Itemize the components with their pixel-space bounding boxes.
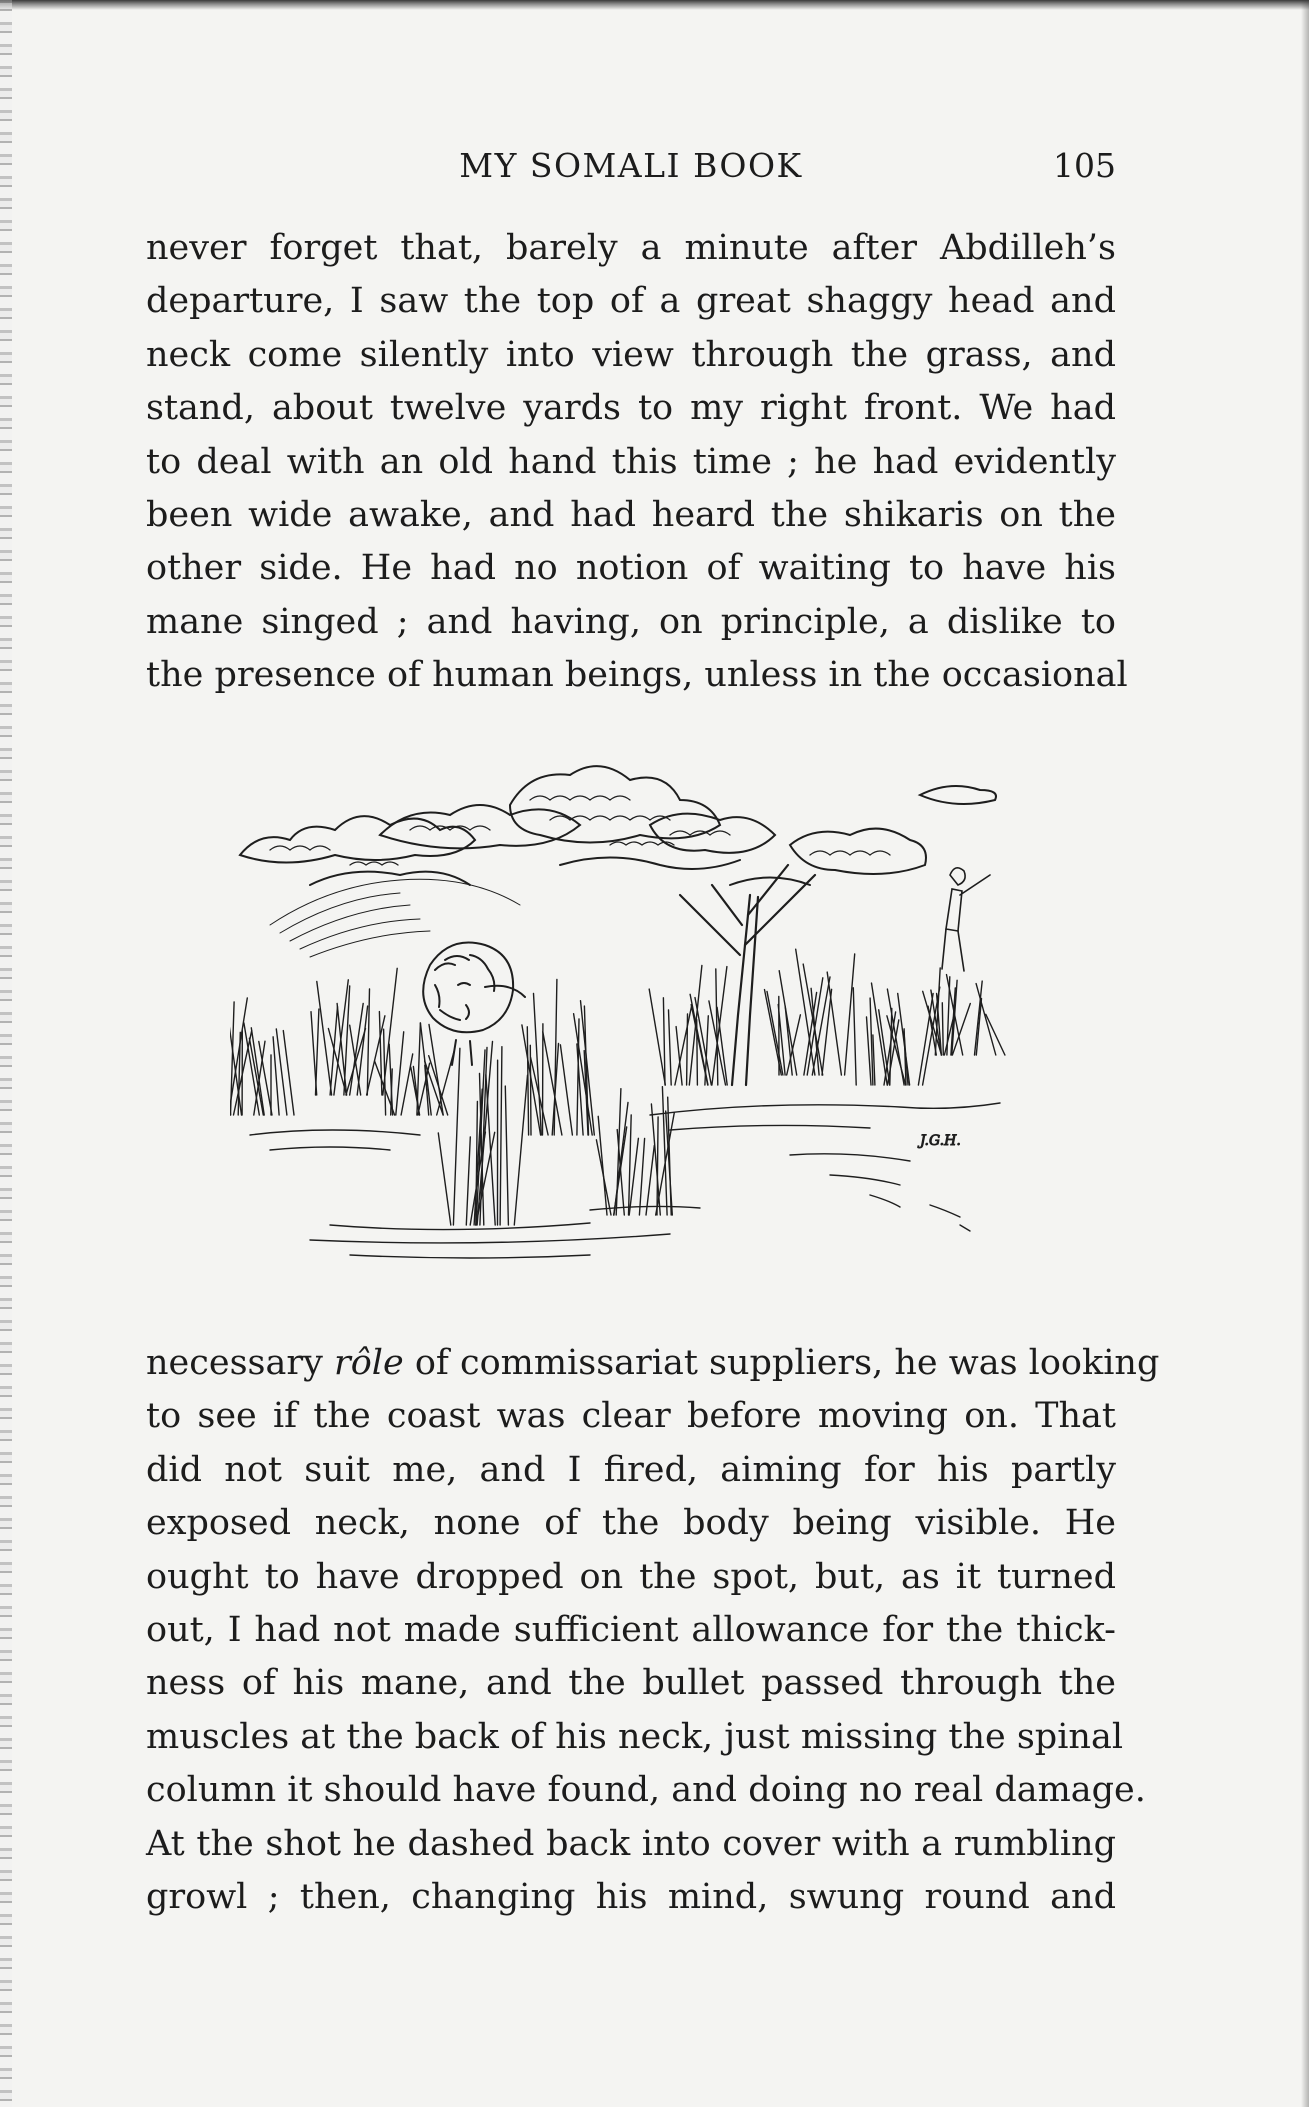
text-line: stand, about twelve yards to my right front. We had: [146, 388, 1116, 429]
italic-word: rôle: [334, 1343, 404, 1383]
grass-blade: [554, 980, 557, 1136]
grass-blade: [531, 1058, 549, 1136]
grass-blade: [500, 1047, 502, 1225]
text-line: been wide awake, and had heard the shikaris on the: [146, 494, 1116, 535]
text-line: exposed neck, none of the body being visible. He: [146, 1503, 1116, 1544]
grass-blade: [827, 972, 841, 1075]
grass-blade: [697, 1020, 698, 1085]
grass-blade: [574, 1014, 593, 1135]
lion-in-grass-illustration: [230, 755, 1050, 1295]
paragraph-top: [146, 222, 1128, 703]
page-header: [146, 146, 1116, 196]
grass-blade: [639, 1138, 644, 1215]
illustrator-signature: J.G.H.: [920, 1133, 961, 1149]
grass-blade: [543, 1032, 562, 1135]
grass-blade: [716, 969, 718, 1085]
text-run: necessary: [146, 1343, 334, 1383]
grass-blade: [560, 1045, 572, 1135]
grass-blade: [853, 988, 856, 1085]
grass-blade: [346, 1029, 366, 1095]
text-line: the presence of human beings, unless in the occasional: [146, 655, 1128, 696]
paragraph-bottom: [146, 1337, 1160, 1924]
illustration-drawing: [230, 755, 1050, 1295]
grass-blade: [505, 1086, 508, 1225]
grass-blade: [384, 1029, 386, 1115]
grass-blade: [438, 1133, 451, 1225]
grass-blade: [687, 1014, 688, 1085]
text-line: other side. He had no notion of waiting to have his: [146, 548, 1116, 589]
text-line: muscles at the back of his neck, just missing the spinal: [146, 1716, 1124, 1757]
text-line: out, I had not made sufficient allowance for the thick-: [146, 1609, 1116, 1650]
grass-blade: [898, 993, 910, 1085]
text-line: did not suit me, and I fired, aiming for his partly: [146, 1449, 1116, 1490]
text-line: to deal with an old hand this time ; he had evidently: [146, 441, 1116, 482]
text-line: mane singed ; and having, on principle, a dislike to: [146, 601, 1116, 642]
text-line: to see if the coast was clear before moving on. That: [146, 1396, 1116, 1437]
grass-blade: [986, 1014, 1005, 1055]
grass-blade: [822, 989, 832, 1075]
grass-blade: [646, 1146, 654, 1216]
grass-blade: [330, 1007, 337, 1095]
text-line: ought to have dropped on the spot, but, as it turned: [146, 1556, 1116, 1597]
text-line: column it should have found, and doing no real damage.: [146, 1770, 1146, 1811]
hunter-figure: [942, 868, 990, 971]
grass-blade: [717, 1007, 727, 1085]
text-line: growl ; then, changing his mind, swung round and: [146, 1876, 1116, 1917]
grass-blade: [350, 1003, 364, 1095]
grass-blade: [779, 971, 797, 1075]
grass-blade: [317, 982, 332, 1096]
grass-blade: [396, 1032, 404, 1115]
grass-blade: [596, 1140, 611, 1215]
page-scan-edge-top: [0, 0, 1309, 10]
grass-blade: [337, 1003, 347, 1095]
text-run: of commissariat suppliers, he was looking: [403, 1343, 1160, 1383]
grass-blade: [598, 1116, 607, 1215]
tree-canopy: [240, 766, 996, 885]
grass-blade: [942, 1003, 943, 1055]
page-scan-edge-left: [0, 0, 12, 2107]
text-line: neck come silently into view through the grass, and: [146, 334, 1116, 375]
running-title: MY SOMALI BOOK: [459, 146, 803, 185]
text-line: ness of his mane, and the bullet passed through the: [146, 1663, 1116, 1704]
grass-blade: [316, 1009, 319, 1095]
grass-blade: [662, 1087, 667, 1215]
text-line: At the shot he dashed back into cover with a rumbling: [146, 1823, 1116, 1864]
page-number: 105: [1053, 146, 1116, 185]
grass-blade: [614, 1127, 627, 1215]
grass-blade: [514, 1075, 527, 1225]
grass-blade: [845, 954, 855, 1075]
text-line: never forget that, barely a minute after Abdilleh’s: [146, 228, 1116, 268]
grass-blade: [867, 1017, 872, 1085]
page-scan-edge-right: [1301, 0, 1309, 2107]
grass-blade: [453, 1048, 460, 1225]
grass-blade: [527, 1027, 528, 1135]
grass-blade: [367, 989, 369, 1095]
grass-blade: [466, 1137, 470, 1225]
lion-head: [423, 943, 525, 1066]
grass-blade: [420, 1023, 431, 1115]
text-line: departure, I saw the top of a great shaggy head and: [146, 281, 1116, 322]
grass-blade: [669, 1010, 672, 1085]
grass-blade: [401, 1054, 413, 1115]
grass-blade: [249, 1038, 263, 1115]
text-line-first: [146, 1337, 1160, 1390]
tall-grass: [230, 949, 1005, 1225]
grass-blade: [379, 1012, 382, 1095]
